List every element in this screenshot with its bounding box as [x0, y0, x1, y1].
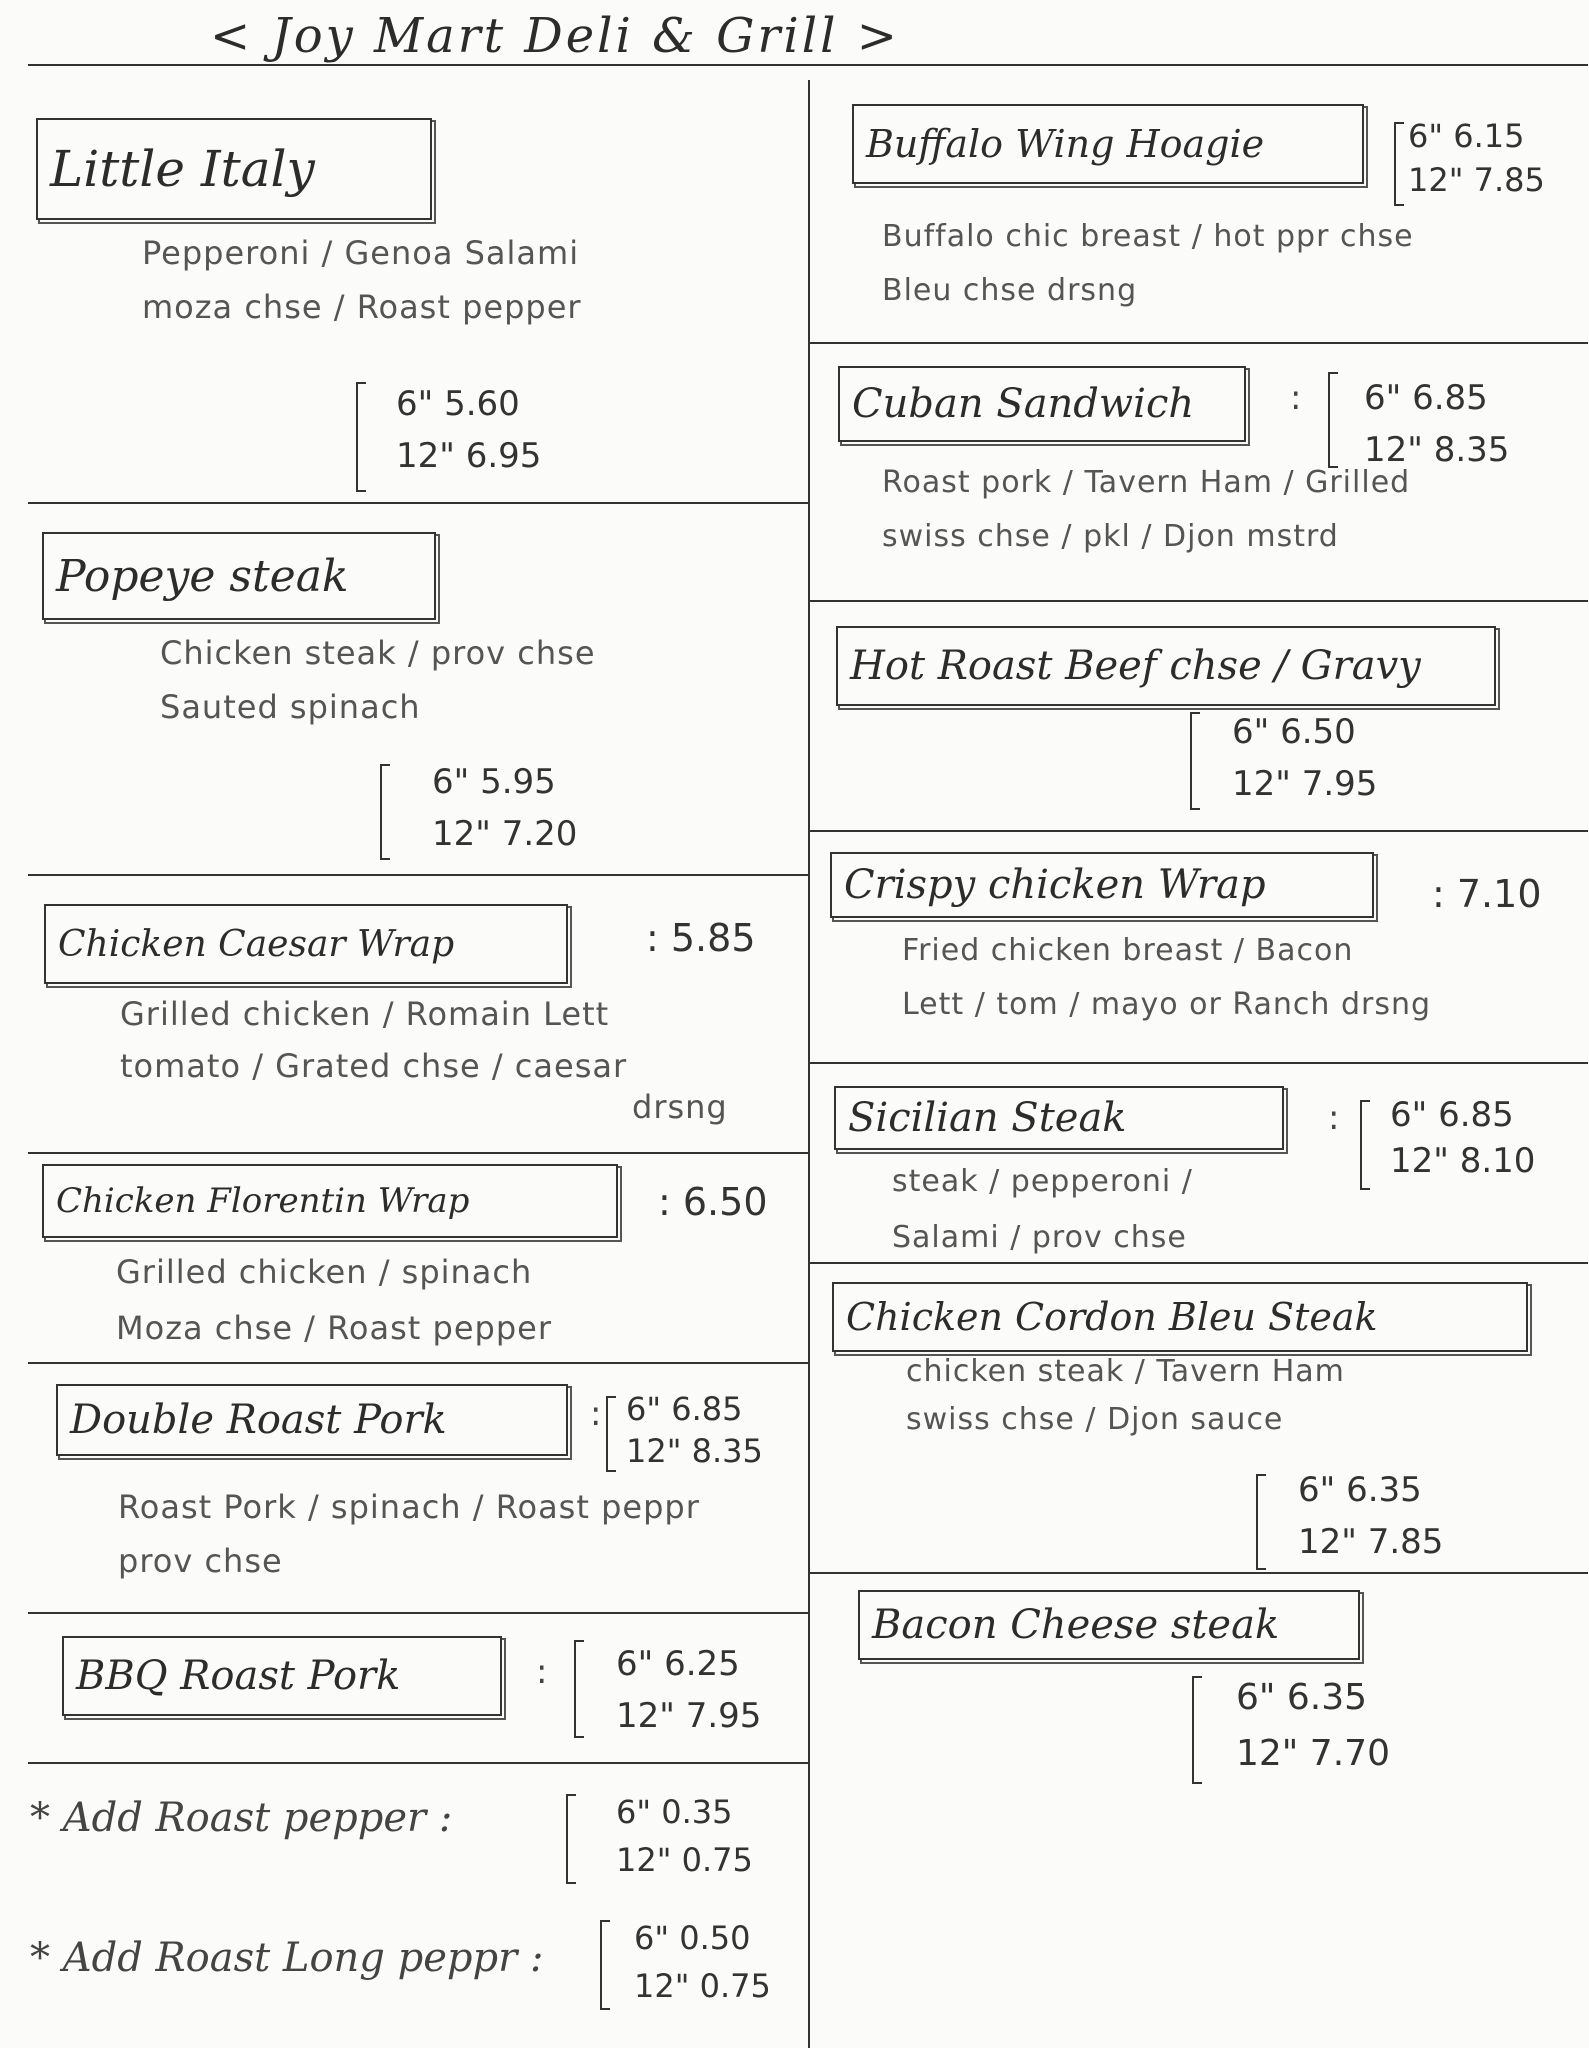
price-12in: 12" 7.95 — [616, 1696, 762, 1736]
desc-line: Pepperoni / Genoa Salami — [142, 234, 580, 272]
item-description — [118, 1480, 700, 1588]
item-name-box — [44, 904, 568, 984]
item-price: : 7.10 — [1432, 872, 1542, 916]
item-description — [906, 1348, 1345, 1444]
item-description — [116, 1244, 552, 1356]
price-bracket — [1190, 712, 1200, 810]
price-bracket — [574, 1640, 584, 1738]
divider — [808, 342, 1588, 344]
price-bracket — [1192, 1676, 1202, 1784]
price-list — [626, 1388, 763, 1472]
desc-line: Bleu chse drsng — [882, 273, 1138, 308]
price-6in: 6" 6.85 — [1364, 378, 1488, 418]
item-name-box — [830, 852, 1374, 918]
item-price: : 5.85 — [646, 916, 756, 960]
desc-line: Moza chse / Roast pepper — [116, 1309, 552, 1347]
price-6in: 6" 6.15 — [1408, 117, 1525, 155]
item-description — [160, 626, 596, 734]
divider — [808, 1572, 1588, 1574]
addon-label: * Add Roast Long peppr : — [30, 1935, 544, 1981]
item-name-box — [42, 1164, 618, 1238]
price-6in: 6" 6.25 — [616, 1644, 740, 1684]
column-divider — [808, 80, 810, 2048]
price-bracket — [380, 764, 390, 860]
desc-line: chicken steak / Tavern Ham — [906, 1354, 1345, 1389]
addon-label: * Add Roast pepper : — [30, 1795, 453, 1841]
item-name-box — [834, 1086, 1284, 1150]
price-bracket — [1360, 1100, 1370, 1190]
item-name: Chicken Caesar Wrap — [58, 923, 455, 965]
price-6in: 6" 0.35 — [616, 1793, 733, 1831]
price-colon: : — [536, 1652, 548, 1692]
item-name: Chicken Florentin Wrap — [56, 1181, 470, 1221]
item-name-box — [832, 1282, 1528, 1352]
item-name-box — [56, 1384, 568, 1456]
desc-line: Grilled chicken / Romain Lett — [120, 995, 610, 1033]
desc-line: Roast pork / Tavern Ham / Grilled — [882, 465, 1411, 500]
item-name: Chicken Cordon Bleu Steak — [846, 1295, 1378, 1339]
price-list — [1390, 1092, 1535, 1184]
price-bracket — [356, 382, 366, 492]
price-colon: : — [1328, 1098, 1340, 1138]
price-list — [1408, 114, 1545, 202]
price-12in: 12" 0.75 — [616, 1841, 753, 1879]
price-bracket — [566, 1794, 576, 1884]
item-description — [142, 226, 582, 334]
desc-line: swiss chse / Djon sauce — [906, 1402, 1284, 1437]
item-name: Crispy chicken Wrap — [844, 862, 1266, 908]
divider — [28, 874, 808, 876]
desc-line: Grilled chicken / spinach — [116, 1253, 533, 1291]
desc-line: tomato / Grated chse / caesar — [120, 1047, 628, 1085]
item-name: Sicilian Steak — [848, 1095, 1127, 1141]
price-6in: 6" 5.95 — [432, 762, 556, 802]
item-name: Double Roast Pork — [70, 1397, 447, 1443]
item-name-box — [852, 104, 1364, 184]
desc-line: drsng — [632, 1088, 728, 1126]
price-list — [396, 378, 541, 482]
price-list — [616, 1788, 753, 1884]
title-rule — [28, 64, 1588, 66]
price-list — [616, 1638, 761, 1742]
price-list — [1232, 706, 1377, 810]
item-name: Little Italy — [50, 140, 315, 198]
desc-line: steak / pepperoni / — [892, 1164, 1193, 1199]
price-bracket — [600, 1920, 610, 2010]
price-list — [634, 1914, 771, 2010]
item-description — [892, 1154, 1193, 1266]
price-12in: 12" 7.70 — [1236, 1733, 1390, 1774]
price-bracket — [606, 1396, 616, 1472]
divider — [28, 1762, 808, 1764]
price-6in: 6" 6.85 — [626, 1390, 743, 1428]
item-description — [902, 924, 1431, 1032]
desc-line: Chicken steak / prov chse — [160, 634, 596, 672]
page-title: < Joy Mart Deli & Grill > — [210, 8, 900, 64]
divider — [808, 1062, 1588, 1064]
price-bracket — [1328, 372, 1338, 468]
divider — [808, 830, 1588, 832]
price-6in: 6" 6.35 — [1298, 1470, 1422, 1510]
price-colon: : — [590, 1394, 602, 1434]
price-list — [432, 756, 577, 860]
price-12in: 12" 6.95 — [396, 436, 542, 476]
item-name-box — [36, 118, 432, 220]
desc-line: moza chse / Roast pepper — [142, 288, 582, 326]
divider — [28, 502, 808, 504]
divider — [808, 600, 1588, 602]
item-name-box — [42, 532, 436, 620]
divider — [28, 1612, 808, 1614]
desc-line: Fried chicken breast / Bacon — [902, 933, 1354, 968]
item-description — [882, 456, 1410, 564]
desc-line: prov chse — [118, 1542, 283, 1580]
price-list — [1236, 1670, 1390, 1782]
item-price: : 6.50 — [658, 1180, 768, 1224]
item-name: Hot Roast Beef chse / Gravy — [850, 643, 1421, 689]
item-description — [882, 210, 1414, 318]
item-name-box — [838, 366, 1246, 442]
divider — [28, 1362, 808, 1364]
item-name-box — [836, 626, 1496, 706]
item-name: Bacon Cheese steak — [872, 1602, 1280, 1648]
price-bracket — [1394, 122, 1404, 206]
desc-line: swiss chse / pkl / Djon mstrd — [882, 519, 1339, 554]
price-6in: 6" 0.50 — [634, 1919, 751, 1957]
desc-line: Salami / prov chse — [892, 1220, 1187, 1255]
price-bracket — [1256, 1474, 1266, 1570]
price-12in: 12" 7.85 — [1408, 161, 1545, 199]
item-name-box — [858, 1590, 1360, 1660]
price-12in: 12" 7.20 — [432, 814, 578, 854]
price-12in: 12" 8.10 — [1390, 1141, 1536, 1181]
desc-line: Lett / tom / mayo or Ranch drsng — [902, 987, 1432, 1022]
price-6in: 6" 6.35 — [1236, 1677, 1368, 1718]
item-description — [120, 988, 728, 1126]
item-name: Buffalo Wing Hoagie — [866, 122, 1265, 166]
item-name: BBQ Roast Pork — [76, 1653, 401, 1699]
price-12in: 12" 0.75 — [634, 1967, 771, 2005]
price-12in: 12" 8.35 — [626, 1432, 763, 1470]
divider — [28, 1152, 808, 1154]
price-6in: 6" 6.50 — [1232, 712, 1356, 752]
desc-line: Sauted spinach — [160, 688, 421, 726]
price-6in: 6" 6.85 — [1390, 1095, 1514, 1135]
desc-line: Roast Pork / spinach / Roast peppr — [118, 1488, 700, 1526]
price-12in: 12" 8.35 — [1364, 430, 1510, 470]
price-6in: 6" 5.60 — [396, 384, 520, 424]
price-list — [1298, 1464, 1443, 1568]
price-12in: 12" 7.95 — [1232, 764, 1378, 804]
item-name-box — [62, 1636, 502, 1716]
item-name: Cuban Sandwich — [852, 381, 1195, 427]
item-name: Popeye steak — [56, 550, 349, 602]
desc-line: Buffalo chic breast / hot ppr chse — [882, 219, 1414, 254]
price-colon: : — [1290, 378, 1302, 418]
price-12in: 12" 7.85 — [1298, 1522, 1444, 1562]
